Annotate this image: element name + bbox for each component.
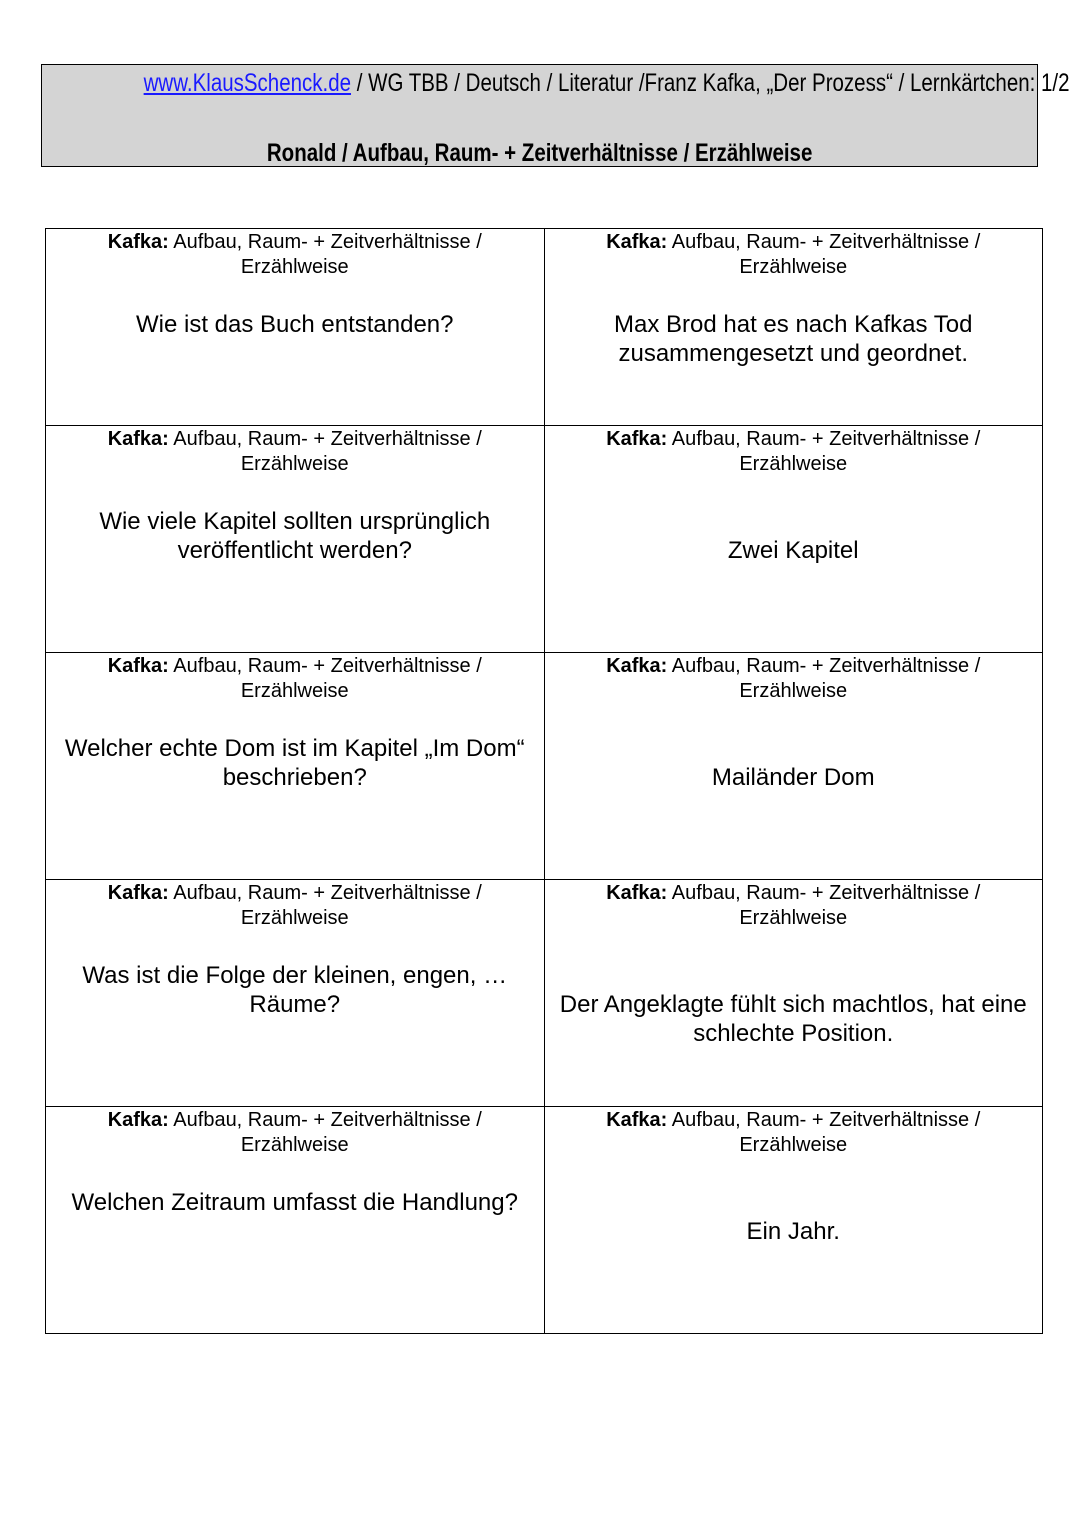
flashcard-question — [46, 653, 545, 880]
card-label-bold: Kafka: — [107, 428, 169, 450]
flashcard-answer — [544, 880, 1043, 1107]
card-label-rest: Aufbau, Raum- + Zeitverhältnisse / Erzählweise — [168, 1109, 482, 1156]
header-subtitle — [42, 139, 1037, 168]
card-label-rest: Aufbau, Raum- + Zeitverhältnisse / Erzählweise — [667, 1109, 981, 1156]
card-label-rest: Aufbau, Raum- + Zeitverhältnisse / Erzählweise — [667, 655, 981, 702]
card-label-bold: Kafka: — [107, 882, 169, 904]
flashcard-row — [46, 229, 1043, 426]
card-label — [54, 654, 536, 704]
flashcard-row — [46, 1107, 1043, 1334]
flashcard-row — [46, 880, 1043, 1107]
flashcard-question — [46, 880, 545, 1107]
card-label — [54, 881, 536, 931]
card-label-bold: Kafka: — [606, 882, 668, 904]
card-label-bold: Kafka: — [107, 1109, 169, 1131]
card-label — [54, 427, 536, 477]
card-question-text: Welchen Zeitraum umfasst die Handlung? — [71, 1189, 518, 1216]
card-label — [54, 1108, 536, 1158]
card-label-rest: Aufbau, Raum- + Zeitverhältnisse / Erzählweise — [667, 428, 981, 475]
card-label-rest: Aufbau, Raum- + Zeitverhältnisse / Erzählweise — [168, 655, 482, 702]
flashcard-answer — [544, 426, 1043, 653]
card-label-bold: Kafka: — [606, 231, 668, 253]
card-question-text: Was ist die Folge der kleinen, engen, … Räume? — [82, 962, 508, 1018]
card-answer-text: Max Brod hat es nach Kafkas Tod zusammengesetzt und geordnet. — [614, 311, 973, 367]
card-question-text: Welcher echte Dom ist im Kapitel „Im Dom“ beschrieben? — [64, 735, 525, 791]
flashcard-row — [46, 653, 1043, 880]
website-link[interactable]: www.KlausSchenck.de — [143, 69, 352, 97]
flashcard-answer — [544, 229, 1043, 426]
card-label-bold: Kafka: — [606, 428, 668, 450]
card-answer-text: Mailänder Dom — [711, 764, 875, 791]
flashcard-row — [46, 426, 1043, 653]
subtitle-text: Ronald / Aufbau, Raum- + Zeitverhältnisse / Erzählweise — [266, 139, 813, 167]
page-header — [41, 64, 1070, 167]
card-question-text: Wie ist das Buch entstanden? — [135, 311, 454, 338]
card-label — [553, 230, 1035, 280]
card-label — [553, 1108, 1035, 1158]
flashcard-answer — [544, 653, 1043, 880]
card-label-rest: Aufbau, Raum- + Zeitverhältnisse / Erzählweise — [667, 882, 981, 929]
card-label-rest: Aufbau, Raum- + Zeitverhältnisse / Erzählweise — [168, 231, 482, 278]
card-label — [553, 881, 1035, 931]
flashcards-table — [45, 228, 1043, 1334]
card-label-bold: Kafka: — [606, 655, 668, 677]
card-label-rest: Aufbau, Raum- + Zeitverhältnisse / Erzählweise — [667, 231, 981, 278]
card-label-bold: Kafka: — [107, 231, 169, 253]
header-breadcrumb — [42, 69, 1070, 98]
card-label-bold: Kafka: — [107, 655, 169, 677]
flashcard-question — [46, 229, 545, 426]
flashcard-question — [46, 1107, 545, 1334]
header-path: / WG TBB / Deutsch / Literatur /Franz Kafka, „Der Prozess“ / Lernkärtchen: 1/2 — [351, 69, 1070, 97]
card-answer-text: Zwei Kapitel — [727, 537, 859, 564]
card-question-text: Wie viele Kapitel sollten ursprünglich veröffentlicht werden? — [99, 508, 491, 564]
card-label — [553, 654, 1035, 704]
flashcard-answer — [544, 1107, 1043, 1334]
card-label-bold: Kafka: — [606, 1109, 668, 1131]
card-label-rest: Aufbau, Raum- + Zeitverhältnisse / Erzählweise — [168, 428, 482, 475]
card-answer-text: Ein Jahr. — [746, 1218, 840, 1245]
card-label — [54, 230, 536, 280]
flashcard-question — [46, 426, 545, 653]
card-label-rest: Aufbau, Raum- + Zeitverhältnisse / Erzählweise — [168, 882, 482, 929]
card-label — [553, 427, 1035, 477]
card-answer-text: Der Angeklagte fühlt sich machtlos, hat eine schlechte Position. — [559, 991, 1027, 1047]
